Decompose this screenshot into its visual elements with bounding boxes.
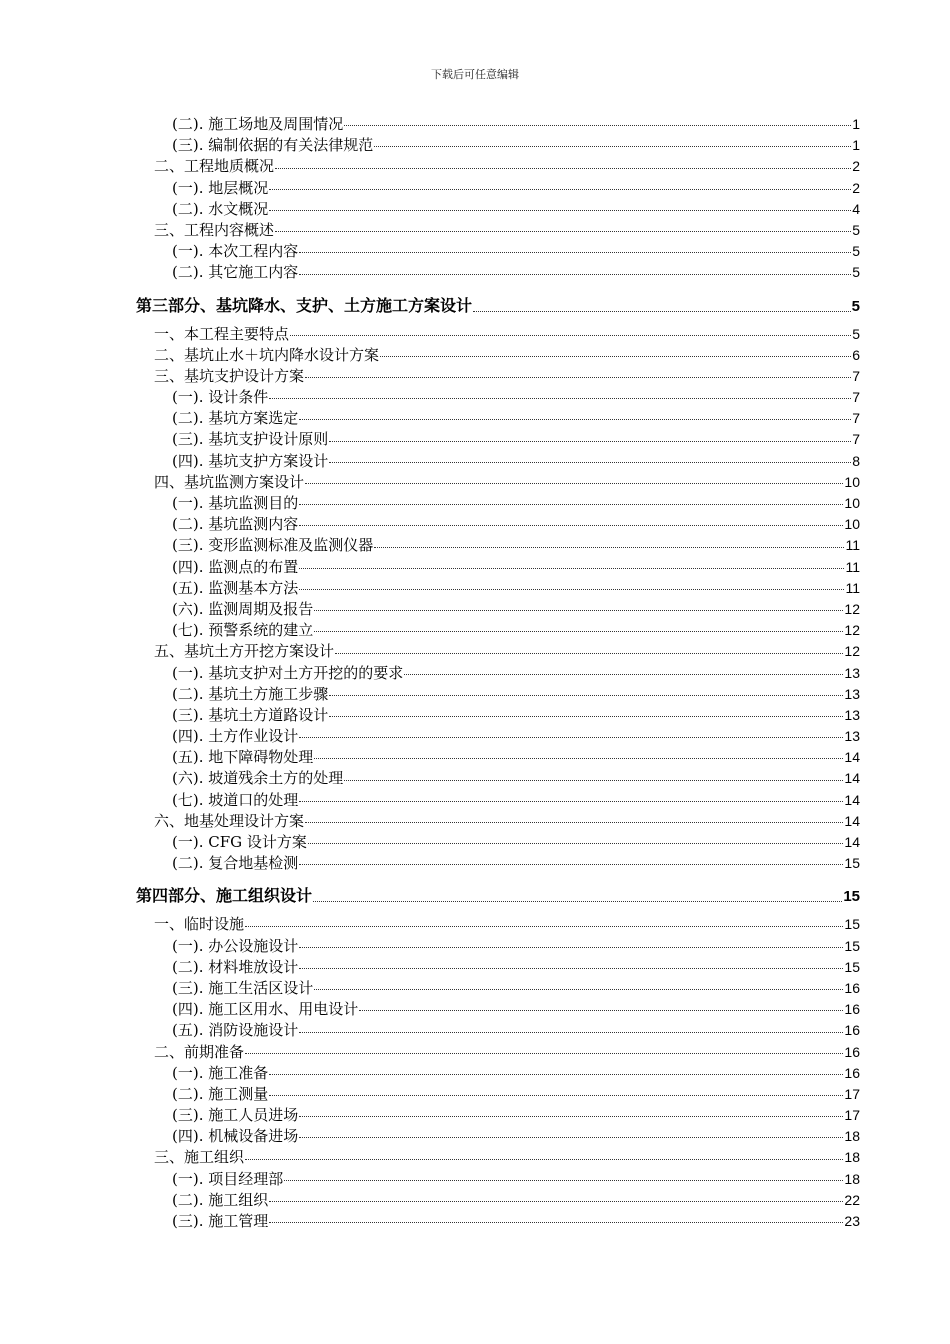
- page-header: 下载后可任意编辑: [431, 68, 519, 81]
- toc-entry-label: 二、基坑止水＋坑内降水设计方案: [154, 345, 380, 364]
- toc-leader-dots: [299, 252, 851, 253]
- toc-entry[interactable]: [136, 1020, 860, 1041]
- toc-page-number: 16: [844, 1022, 860, 1039]
- toc-page-number: 5: [852, 325, 860, 342]
- toc-page-number: 7: [852, 367, 860, 384]
- toc-leader-dots: [284, 1180, 843, 1181]
- toc-page-number: 15: [844, 958, 860, 975]
- toc-entry[interactable]: [136, 156, 860, 177]
- toc-leader-dots: [299, 419, 851, 420]
- toc-page-number: 5: [852, 221, 860, 238]
- toc-entry[interactable]: [136, 366, 860, 387]
- toc-leader-dots: [299, 1032, 843, 1033]
- toc-entry[interactable]: [136, 262, 860, 283]
- toc-entry-label: (一). 设计条件: [172, 388, 269, 407]
- toc-entry-label: (二). 基坑方案选定: [172, 409, 299, 428]
- toc-page-number: 12: [844, 622, 860, 639]
- toc-page-number: 13: [844, 706, 860, 723]
- toc-leader-dots: [275, 231, 851, 232]
- toc-page-number: 23: [844, 1213, 860, 1229]
- toc-entry[interactable]: [136, 557, 860, 578]
- toc-entry[interactable]: [136, 811, 860, 832]
- toc-leader-dots: [269, 1222, 843, 1223]
- toc-entry-label: (二). 基坑监测内容: [172, 515, 299, 534]
- toc-page-number: 10: [844, 473, 860, 490]
- toc-page-number: 14: [844, 770, 860, 787]
- toc-entry[interactable]: [136, 429, 860, 450]
- toc-entry[interactable]: [136, 1042, 860, 1063]
- toc-entry[interactable]: [136, 705, 860, 726]
- toc-entry-label: (二). 材料堆放设计: [172, 957, 299, 976]
- toc-page-number: 22: [844, 1191, 860, 1208]
- toc-page-number: 15: [844, 937, 860, 954]
- toc-page-number: 13: [844, 664, 860, 681]
- toc-entry[interactable]: [136, 493, 860, 514]
- table-of-contents: [136, 114, 860, 1232]
- toc-entry[interactable]: [136, 199, 860, 220]
- toc-entry-label: (一). 地层概况: [172, 178, 269, 197]
- toc-leader-dots: [314, 989, 843, 990]
- toc-entry[interactable]: [136, 1169, 860, 1190]
- toc-entry-label: (四). 监测点的布置: [172, 557, 299, 576]
- toc-leader-dots: [299, 589, 844, 590]
- toc-leader-dots: [269, 1201, 843, 1202]
- toc-entry-label: (三). 基坑支护设计原则: [172, 430, 329, 449]
- toc-leader-dots: [245, 1053, 843, 1054]
- toc-entry-label: 三、工程内容概述: [154, 220, 275, 239]
- toc-entry-label: (二). 基坑土方施工步骤: [172, 684, 329, 703]
- toc-entry-label: 二、工程地质概况: [154, 157, 275, 176]
- toc-leader-dots: [374, 547, 844, 548]
- toc-leader-dots: [344, 125, 851, 126]
- toc-leader-dots: [359, 1010, 843, 1011]
- toc-leader-dots: [374, 146, 851, 147]
- toc-entry[interactable]: [136, 345, 860, 366]
- toc-entry-label: 二、前期准备: [154, 1042, 245, 1061]
- toc-leader-dots: [299, 1137, 843, 1138]
- toc-entry[interactable]: [136, 114, 860, 135]
- toc-page-number: 4: [852, 200, 860, 217]
- toc-page-number: 17: [844, 1107, 860, 1124]
- toc-entry-label: (四). 施工区用水、用电设计: [172, 1000, 359, 1019]
- toc-page-number: 2: [852, 158, 860, 175]
- toc-entry[interactable]: [136, 1063, 860, 1084]
- toc-entry-label: (二). 复合地基检测: [172, 854, 299, 873]
- toc-entry-label: (三). 编制依据的有关法律规范: [172, 136, 374, 155]
- toc-page-number: 15: [844, 855, 860, 872]
- toc-entry-label: (四). 基坑支护方案设计: [172, 451, 329, 470]
- toc-page-number: 7: [852, 410, 860, 427]
- toc-entry[interactable]: [136, 514, 860, 535]
- toc-entry-label: (一). 项目经理部: [172, 1169, 284, 1188]
- toc-page-number: 14: [844, 812, 860, 829]
- toc-page-number: 7: [852, 389, 860, 406]
- toc-entry-label: (五). 消防设施设计: [172, 1021, 299, 1040]
- toc-leader-dots: [299, 274, 851, 275]
- toc-entry-label: (一). 办公设施设计: [172, 936, 299, 955]
- toc-entry[interactable]: [136, 241, 860, 262]
- toc-entry-label: (一). 施工准备: [172, 1063, 269, 1082]
- toc-page-number: 7: [852, 431, 860, 448]
- toc-entry[interactable]: [136, 408, 860, 429]
- toc-leader-dots: [305, 822, 843, 823]
- toc-page-number: 14: [844, 749, 860, 766]
- toc-entry-label: (六). 监测周期及报告: [172, 599, 314, 618]
- toc-entry[interactable]: [136, 853, 860, 874]
- toc-page-number: 5: [851, 297, 860, 315]
- toc-page-number: 16: [844, 1064, 860, 1081]
- toc-page-number: 15: [843, 888, 860, 906]
- toc-entry[interactable]: [136, 684, 860, 705]
- toc-leader-dots: [275, 168, 851, 169]
- toc-leader-dots: [299, 568, 844, 569]
- toc-page-number: 14: [844, 791, 860, 808]
- toc-page-number: 13: [844, 685, 860, 702]
- toc-leader-dots: [404, 674, 843, 675]
- toc-entry-label: (二). 水文概况: [172, 199, 269, 218]
- toc-page-number: 10: [844, 495, 860, 511]
- toc-leader-dots: [299, 504, 843, 505]
- toc-entry-label: (三). 基坑土方道路设计: [172, 705, 329, 724]
- toc-leader-dots: [299, 968, 843, 969]
- toc-entry[interactable]: [136, 220, 860, 241]
- toc-entry-label: 第三部分、基坑降水、支护、土方施工方案设计: [136, 295, 473, 315]
- toc-leader-dots: [329, 695, 843, 696]
- toc-entry[interactable]: [136, 472, 860, 493]
- toc-leader-dots: [299, 1116, 843, 1117]
- toc-entry-label: (七). 预警系统的建立: [172, 621, 314, 640]
- toc-entry-label: 五、基坑土方开挖方案设计: [154, 642, 335, 661]
- toc-page-number: 10: [844, 516, 860, 533]
- toc-entry[interactable]: [136, 178, 860, 199]
- toc-leader-dots: [305, 377, 851, 378]
- toc-entry-label: 一、临时设施: [154, 915, 245, 934]
- toc-page-number: 12: [844, 600, 860, 617]
- toc-entry[interactable]: [136, 578, 860, 599]
- toc-leader-dots: [314, 610, 843, 611]
- toc-entry[interactable]: [136, 999, 860, 1020]
- toc-leader-dots: [380, 356, 851, 357]
- toc-entry[interactable]: [136, 726, 860, 747]
- toc-entry[interactable]: [136, 641, 860, 662]
- toc-entry[interactable]: [136, 324, 860, 345]
- toc-entry[interactable]: [136, 599, 860, 620]
- toc-entry-label: (一). 基坑监测目的: [172, 494, 299, 512]
- toc-page-number: 11: [845, 537, 860, 554]
- toc-leader-dots: [329, 716, 843, 717]
- toc-entry-label: 三、基坑支护设计方案: [154, 366, 305, 385]
- toc-entry-label: (三). 施工管理: [172, 1212, 269, 1230]
- toc-leader-dots: [299, 737, 843, 738]
- toc-page-number: 18: [844, 1170, 860, 1187]
- toc-leader-dots: [308, 843, 844, 844]
- toc-entry[interactable]: [136, 663, 860, 684]
- toc-leader-dots: [313, 901, 842, 902]
- toc-entry-label: (五). 监测基本方法: [172, 578, 299, 597]
- toc-entry[interactable]: [136, 978, 860, 999]
- toc-leader-dots: [329, 462, 851, 463]
- toc-leader-dots: [329, 441, 851, 442]
- toc-leader-dots: [305, 483, 843, 484]
- toc-entry[interactable]: [136, 135, 860, 156]
- toc-leader-dots: [269, 210, 851, 211]
- toc-page-number: 11: [845, 579, 860, 596]
- toc-page-number: 1: [852, 116, 860, 132]
- toc-leader-dots: [299, 801, 843, 802]
- toc-leader-dots: [344, 780, 843, 781]
- toc-page-number: 16: [844, 979, 860, 996]
- toc-leader-dots: [299, 947, 843, 948]
- toc-leader-dots: [269, 1074, 843, 1075]
- toc-entry-label: (二). 施工场地及周围情况: [172, 115, 344, 133]
- toc-entry[interactable]: [136, 1084, 860, 1105]
- toc-entry[interactable]: [136, 936, 860, 957]
- toc-entry[interactable]: [136, 535, 860, 556]
- toc-page-number: 8: [852, 452, 860, 469]
- toc-leader-dots: [314, 631, 843, 632]
- toc-leader-dots: [314, 758, 843, 759]
- toc-leader-dots: [335, 653, 843, 654]
- toc-page-number: 5: [852, 243, 860, 260]
- toc-entry[interactable]: [136, 914, 860, 935]
- toc-entry-label: (一). 基坑支护对土方开挖的的要求: [172, 663, 404, 682]
- toc-entry[interactable]: [136, 451, 860, 472]
- toc-entry-label: (三). 施工生活区设计: [172, 978, 314, 997]
- toc-page-number: 5: [852, 264, 860, 281]
- toc-page-number: 11: [845, 558, 860, 575]
- toc-entry-label: (五). 地下障碍物处理: [172, 748, 314, 767]
- toc-entry-label: 四、基坑监测方案设计: [154, 472, 305, 491]
- toc-leader-dots: [269, 398, 851, 399]
- toc-entry-label: (七). 坡道口的处理: [172, 790, 299, 809]
- toc-page-number: 12: [844, 643, 860, 660]
- toc-page-number: 16: [844, 1001, 860, 1018]
- toc-entry[interactable]: [136, 747, 860, 768]
- toc-leader-dots: [245, 1159, 843, 1160]
- toc-entry-label: 六、地基处理设计方案: [154, 811, 305, 830]
- toc-page-number: 1: [852, 137, 860, 154]
- toc-entry[interactable]: [136, 1147, 860, 1168]
- toc-entry[interactable]: [136, 1211, 860, 1232]
- toc-page-number: 18: [844, 1128, 860, 1145]
- toc-leader-dots: [290, 335, 851, 336]
- toc-page-number: 15: [844, 916, 860, 933]
- toc-entry-label: (一). CFG 设计方案: [172, 833, 307, 851]
- toc-page-number: 13: [844, 728, 860, 745]
- toc-entry-label: (三). 施工人员进场: [172, 1106, 299, 1125]
- toc-entry-label: (二). 施工组织: [172, 1190, 269, 1209]
- toc-page-number: 18: [844, 1149, 860, 1166]
- toc-leader-dots: [245, 926, 843, 927]
- toc-page-number: 17: [844, 1085, 860, 1102]
- toc-entry[interactable]: [136, 1105, 860, 1126]
- toc-leader-dots: [269, 1095, 843, 1096]
- toc-entry-label: 三、施工组织: [154, 1148, 245, 1167]
- toc-entry-label: (三). 变形监测标准及监测仪器: [172, 536, 374, 555]
- toc-leader-dots: [269, 189, 851, 190]
- toc-entry[interactable]: [136, 290, 860, 321]
- toc-entry[interactable]: [136, 880, 860, 911]
- toc-page-number: 14: [844, 834, 860, 850]
- toc-entry-label: (四). 机械设备进场: [172, 1127, 299, 1146]
- toc-entry-label: 第四部分、施工组织设计: [136, 886, 313, 906]
- toc-entry[interactable]: [136, 1126, 860, 1147]
- toc-leader-dots: [299, 525, 843, 526]
- toc-entry[interactable]: [136, 1190, 860, 1211]
- toc-entry[interactable]: [136, 832, 860, 853]
- toc-entry[interactable]: [136, 768, 860, 789]
- toc-entry-label: (二). 施工测量: [172, 1084, 269, 1103]
- toc-leader-dots: [299, 864, 843, 865]
- toc-entry[interactable]: [136, 387, 860, 408]
- toc-entry-label: (四). 土方作业设计: [172, 727, 299, 746]
- toc-page-number: 6: [852, 346, 860, 363]
- toc-leader-dots: [473, 311, 851, 312]
- toc-entry-label: (一). 本次工程内容: [172, 242, 299, 261]
- toc-entry-label: (六). 坡道残余土方的处理: [172, 769, 344, 788]
- toc-entry[interactable]: [136, 620, 860, 641]
- toc-page-number: 16: [844, 1043, 860, 1060]
- toc-entry[interactable]: [136, 790, 860, 811]
- toc-entry-label: 一、本工程主要特点: [154, 324, 290, 343]
- toc-page-number: 2: [852, 179, 860, 196]
- toc-entry-label: (二). 其它施工内容: [172, 263, 299, 282]
- toc-entry[interactable]: [136, 957, 860, 978]
